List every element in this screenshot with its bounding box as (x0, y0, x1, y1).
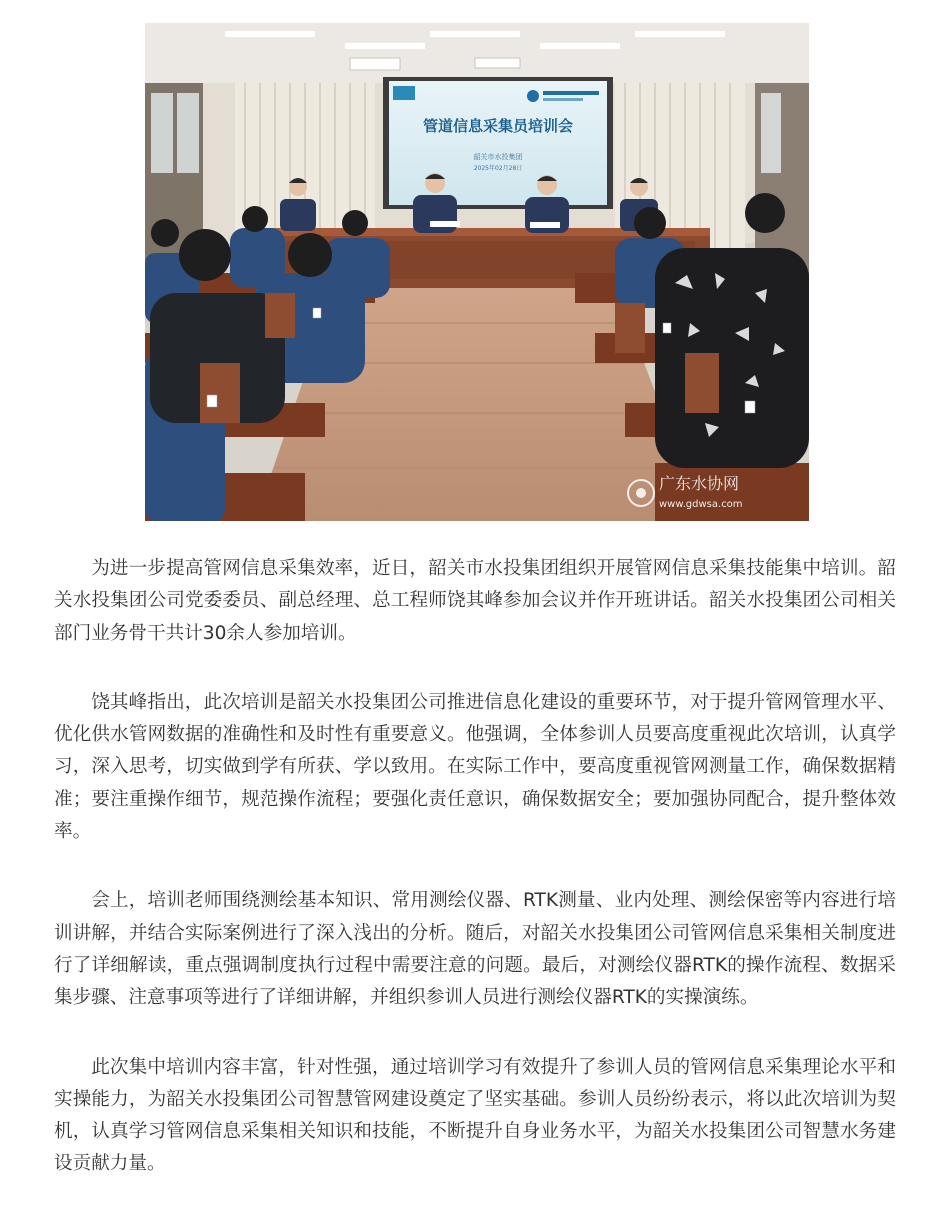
banner-org: 韶关市水投集团 (473, 153, 523, 161)
meeting-photo (145, 23, 809, 521)
paragraph-1: 为进一步提高管网信息采集效率，近日，韶关市水投集团组织开展管网信息采集技能集中培训。韶关水投集团公司党委委员、副总经理、总工程师饶其峰参加会议并作开班讲话。韶关水投集团公司相关部门业务骨干共计30余人参加培训。 (54, 558, 896, 644)
watermark-url: www.gdwsa.com (659, 499, 743, 510)
paragraph-2: 饶其峰指出，此次培训是韶关水投集团公司推进信息化建设的重要环节，对于提升管网管理水平、优化供水管网数据的准确性和及时性有重要意义。他强调，全体参训人员要高度重视此次培训，认真学习，深入思考，切实做到学有所获、学以致用。在实际工作中，要高度重视管网测量工作，确保数据精准；要注重操作细节，规范操作流程；要强化责任意识，确保数据安全；要加强协同配合，提升整体效率。 (54, 691, 896, 843)
paragraph-4: 此次集中培训内容丰富，针对性强，通过培训学习有效提升了参训人员的管网信息采集理论水平和实操能力，为韶关水投集团公司智慧管网建设奠定了坚实基础。参训人员纷纷表示，将以此次培训为契机，认真学习管网信息采集相关知识和技能，不断提升自身业务水平，为韶关水投集团公司智慧水务建设贡献力量。 (54, 1056, 896, 1175)
banner-date: 2025年02月28日 (473, 165, 523, 172)
paragraph-3: 会上，培训老师围绕测绘基本知识、常用测绘仪器、RTK测量、业内处理、测绘保密等内容进行培训讲解，并结合实际案例进行了深入浅出的分析。随后，对韶关水投集团公司管网信息采集相关制度进行了详细解读，重点强调制度执行过程中需要注意的问题。最后，对测绘仪器RTK的操作流程、数据采集步骤、注意事项等进行了详细讲解，并组织参训人员进行测绘仪器RTK的实操演练。 (54, 890, 896, 1009)
watermark-cn: 广东水协网 (659, 474, 740, 493)
banner-title: 管道信息采集员培训会 (422, 117, 574, 135)
article-body (54, 553, 896, 1181)
